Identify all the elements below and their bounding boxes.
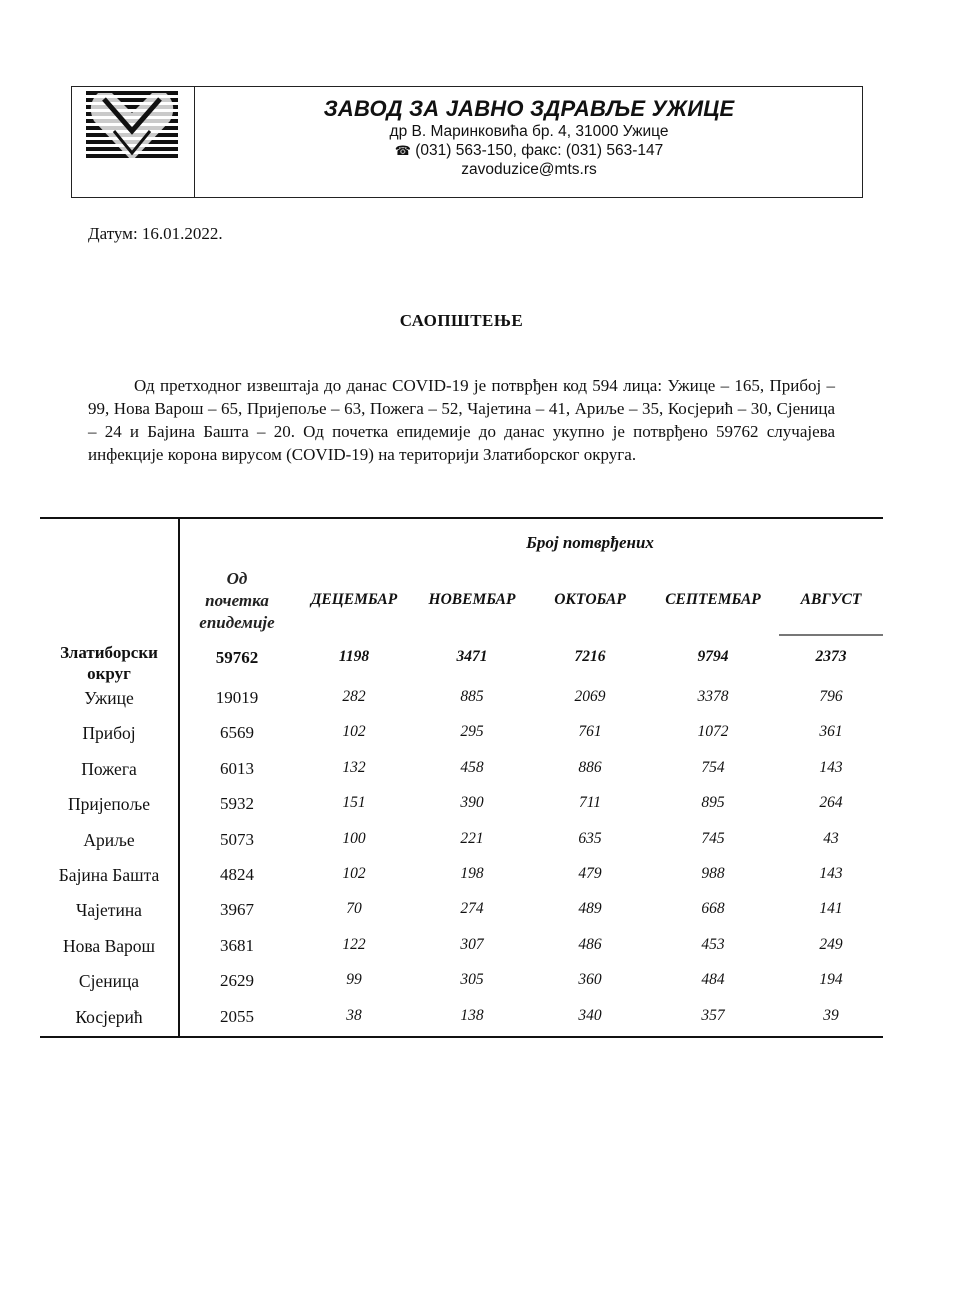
month-value: 761 bbox=[578, 723, 602, 741]
municipality-name: Ужице bbox=[84, 688, 134, 708]
month-value: 453 bbox=[701, 935, 725, 953]
municipality-name: Прибој bbox=[82, 723, 136, 744]
table-row bbox=[40, 900, 883, 935]
table-row bbox=[40, 759, 883, 794]
phone-icon: ☎ bbox=[394, 143, 411, 158]
month-value: 274 bbox=[460, 900, 484, 918]
month-header-december: ДЕЦЕМБАР bbox=[310, 591, 398, 608]
month-value: 70 bbox=[346, 900, 362, 918]
summary-row bbox=[40, 643, 883, 683]
month-value: 221 bbox=[460, 829, 484, 847]
month-value: 360 bbox=[578, 971, 602, 989]
municipality-total: 5073 bbox=[220, 829, 254, 849]
org-phone-line bbox=[196, 141, 862, 160]
month-header-october: ОКТОБАР bbox=[554, 591, 626, 608]
month-value: 305 bbox=[460, 971, 484, 989]
table-row bbox=[40, 830, 883, 865]
district-total: 59762 bbox=[215, 648, 259, 667]
municipality-total: 2629 bbox=[220, 971, 254, 991]
municipality-name: Пожега bbox=[81, 758, 137, 779]
district-december: 1198 bbox=[338, 648, 370, 665]
month-value: 458 bbox=[460, 758, 484, 776]
document-title: САОПШТЕЊЕ bbox=[399, 311, 524, 330]
month-value: 340 bbox=[578, 1006, 602, 1024]
month-value: 745 bbox=[701, 829, 725, 847]
month-value: 39 bbox=[823, 1006, 839, 1024]
month-value: 796 bbox=[819, 688, 843, 705]
month-header-september: СЕПТЕМБАР bbox=[665, 591, 761, 608]
month-value: 489 bbox=[578, 900, 602, 918]
municipality-name: Пријепоље bbox=[68, 794, 150, 815]
month-value: 43 bbox=[823, 829, 839, 847]
since-start-header-line: почетка bbox=[205, 591, 269, 610]
district-november: 3471 bbox=[456, 648, 488, 665]
month-value: 484 bbox=[701, 971, 725, 989]
month-value: 249 bbox=[819, 935, 843, 953]
month-value: 198 bbox=[460, 865, 484, 882]
month-value: 361 bbox=[819, 723, 843, 741]
district-september: 9794 bbox=[697, 648, 729, 665]
table-row bbox=[40, 688, 883, 723]
district-october: 7216 bbox=[574, 648, 606, 665]
month-value: 102 bbox=[342, 723, 366, 741]
municipality-name: Ариље bbox=[83, 829, 135, 850]
municipality-name: Косјерић bbox=[75, 1006, 143, 1027]
month-value: 307 bbox=[460, 935, 484, 953]
month-value: 479 bbox=[578, 865, 602, 882]
municipality-total: 19019 bbox=[215, 688, 259, 707]
table-row bbox=[40, 971, 883, 1006]
announcement-paragraph: Од претходног извештаја до данас COVID-19 је потврђен код 594 лица: Ужице – 165, Прибој – 99, Нова Варош – 65, Пријепоље – 63, Пожега – 52, Чајетина – 41, Ариље – 35, Косјерић – 30, Сјеница – 24 и Бајина Башта – 20. Од почетка епидемије до данас укупно је потврђено 59762 случајева инфекције корона вирусом (COVID-19) на територији Златиборског округа. bbox=[88, 376, 835, 464]
month-value: 122 bbox=[342, 935, 366, 953]
org-name: ЗАВОД ЗА ЈАВНО ЗДРАВЉЕ УЖИЦЕ bbox=[323, 96, 735, 121]
month-value: 151 bbox=[342, 794, 366, 812]
municipality-name: Сјеница bbox=[78, 971, 140, 992]
month-value: 1072 bbox=[697, 723, 729, 741]
month-value: 295 bbox=[460, 723, 484, 741]
since-start-header-line: Од bbox=[226, 569, 248, 588]
municipality-total: 6013 bbox=[220, 758, 254, 778]
municipality-total: 5932 bbox=[220, 794, 254, 814]
month-header-august: АВГУСТ bbox=[800, 591, 862, 608]
district-name bbox=[40, 642, 178, 684]
month-value: 711 bbox=[578, 794, 602, 812]
municipality-total: 2055 bbox=[220, 1006, 254, 1026]
table-row bbox=[40, 936, 883, 971]
month-value: 132 bbox=[342, 758, 366, 776]
table-row bbox=[40, 723, 883, 758]
municipality-total: 4824 bbox=[220, 865, 254, 884]
month-value: 885 bbox=[460, 688, 484, 705]
org-email: zavoduzice@mts.rs bbox=[461, 161, 597, 178]
since-start-header bbox=[178, 568, 296, 634]
since-start-header-line: епидемије bbox=[199, 613, 275, 632]
municipality-name: Бајина Башта bbox=[58, 865, 160, 885]
month-value: 754 bbox=[701, 758, 725, 776]
municipality-name: Нова Варош bbox=[63, 935, 155, 956]
org-address: др В. Маринковића бр. 4, 31000 Ужице bbox=[389, 123, 669, 140]
month-value: 38 bbox=[346, 1006, 362, 1024]
month-value: 102 bbox=[342, 865, 366, 882]
month-value: 100 bbox=[342, 829, 366, 847]
table-top-rule bbox=[40, 517, 883, 519]
month-value: 264 bbox=[819, 794, 843, 812]
institute-logo-icon bbox=[84, 91, 180, 163]
table-row bbox=[40, 1007, 883, 1042]
month-value: 143 bbox=[819, 758, 843, 776]
month-value: 895 bbox=[701, 794, 725, 812]
month-value: 143 bbox=[819, 865, 843, 882]
letterhead-text bbox=[196, 87, 862, 179]
municipality-name: Чајетина bbox=[76, 900, 142, 921]
logo-cell bbox=[72, 87, 195, 197]
district-august: 2373 bbox=[815, 648, 847, 665]
month-value: 99 bbox=[346, 971, 362, 989]
month-value: 2069 bbox=[574, 688, 606, 705]
table-row bbox=[40, 865, 883, 900]
month-value: 886 bbox=[578, 758, 602, 776]
month-value: 194 bbox=[819, 971, 843, 989]
month-value: 486 bbox=[578, 935, 602, 953]
letterhead bbox=[71, 86, 863, 198]
month-value: 3378 bbox=[697, 688, 729, 705]
month-value: 390 bbox=[460, 794, 484, 812]
municipality-total: 6569 bbox=[220, 723, 254, 743]
month-header-november: НОВЕМБАР bbox=[428, 591, 516, 608]
month-value: 635 bbox=[578, 829, 602, 847]
municipality-total: 3967 bbox=[220, 900, 254, 920]
municipality-total: 3681 bbox=[220, 935, 254, 955]
month-value: 141 bbox=[819, 900, 843, 918]
document-date: Датум: 16.01.2022. bbox=[88, 224, 223, 243]
month-value: 138 bbox=[460, 1006, 484, 1024]
header-underline bbox=[779, 634, 883, 636]
district-name-line: Златиборски bbox=[60, 643, 158, 662]
month-value: 282 bbox=[342, 688, 366, 705]
month-value: 668 bbox=[701, 900, 725, 918]
district-name-line: округ bbox=[87, 664, 131, 683]
month-value: 988 bbox=[701, 865, 725, 882]
table-group-title: Број потврђених bbox=[526, 533, 654, 552]
table-row bbox=[40, 794, 883, 829]
phone-fax-text: (031) 563-150, факс: (031) 563-147 bbox=[410, 142, 664, 159]
month-value: 357 bbox=[701, 1006, 725, 1024]
